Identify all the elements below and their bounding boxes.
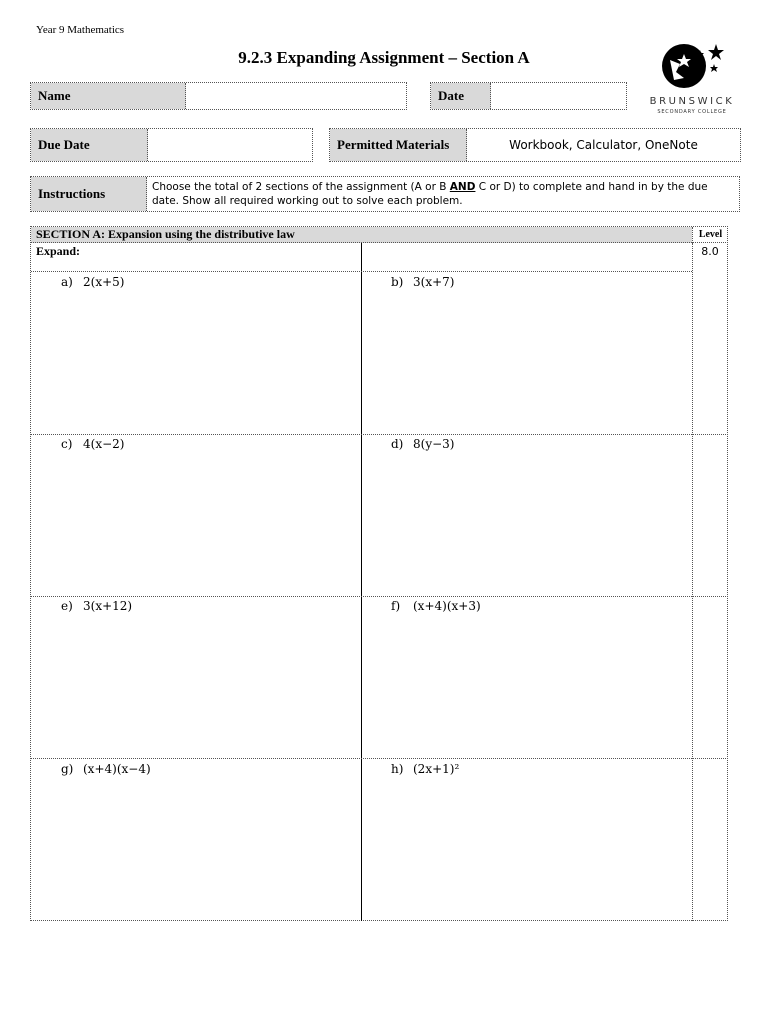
question-f: f) (x+4)(x+3)	[391, 599, 481, 613]
name-input[interactable]	[186, 83, 406, 109]
due-date-box	[30, 128, 313, 162]
row-divider	[31, 271, 692, 272]
page-title: 9.2.3 Expanding Assignment – Section A	[238, 48, 530, 67]
question-e: e) 3(x+12)	[61, 599, 133, 613]
permitted-materials-box	[329, 128, 741, 162]
level-value: 8.0	[701, 245, 719, 258]
due-date-input[interactable]	[148, 129, 312, 161]
due-date-label: Due Date	[31, 129, 148, 161]
name-field-box	[30, 82, 407, 110]
date-label: Date	[431, 83, 491, 109]
date-field-box	[430, 82, 627, 110]
name-label: Name	[31, 83, 186, 109]
question-d: d) 8(y−3)	[391, 437, 455, 451]
logo-emblem-icon	[640, 40, 744, 96]
level-column-divider	[692, 243, 693, 921]
question-b: b) 3(x+7)	[391, 275, 455, 289]
question-a: a) 2(x+5)	[61, 275, 125, 289]
instructions-text: Choose the total of 2 sections of the assignment (A or B AND C or D) to complete and hand in by the due date. Show all required working out to solve each problem.	[152, 181, 708, 207]
row-divider	[31, 596, 728, 597]
permitted-value: Workbook, Calculator, OneNote	[509, 138, 698, 152]
question-c: c) 4(x−2)	[61, 437, 125, 451]
section-a-table	[30, 226, 728, 921]
instructions-label: Instructions	[31, 177, 147, 211]
instructions-box	[30, 176, 740, 212]
logo-subtitle: SECONDARY COLLEGE	[657, 109, 727, 115]
subject-label: Year 9 Mathematics	[36, 24, 125, 36]
school-logo	[640, 40, 744, 118]
date-input[interactable]	[491, 83, 626, 109]
question-h: h) (2x+1)²	[391, 762, 460, 776]
permitted-label: Permitted Materials	[330, 129, 467, 161]
instructions-emphasis: AND	[449, 181, 476, 193]
section-heading: SECTION A: Expansion using the distributive law	[31, 227, 692, 243]
logo-name: BRUNSWICK	[649, 96, 735, 107]
row-divider	[31, 758, 728, 759]
level-label: Level	[692, 227, 728, 243]
column-divider	[361, 243, 362, 921]
question-g: g) (x+4)(x−4)	[61, 762, 151, 776]
row-divider	[31, 434, 728, 435]
expand-label: Expand:	[36, 244, 81, 258]
